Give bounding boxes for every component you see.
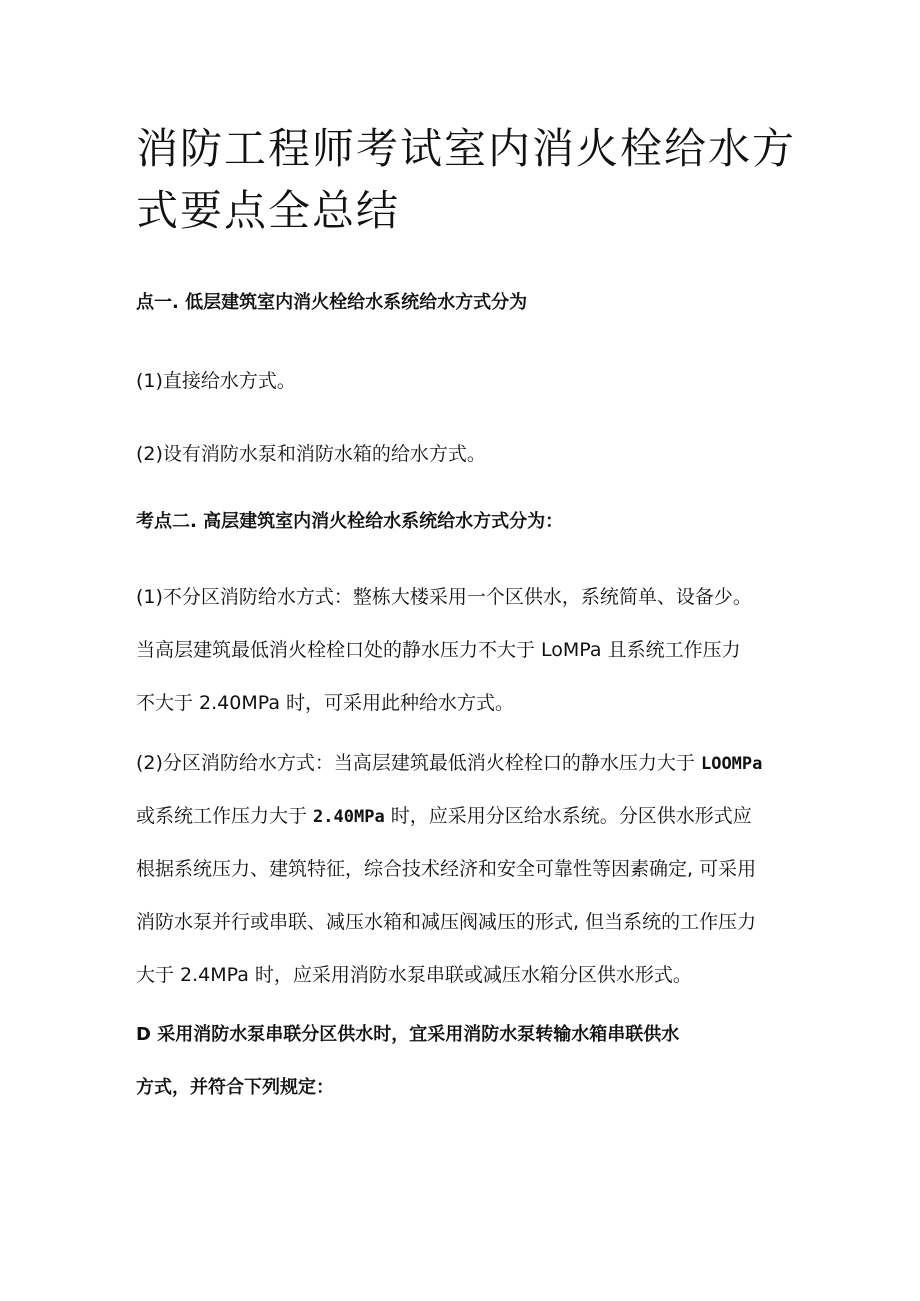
- section-2-item-1-line-1: (1)不分区消防给水方式：整栋大楼采用一个区供水，系统简单、设备少。: [136, 586, 752, 608]
- section-2-item-1: [136, 582, 752, 718]
- section-2-item-2-line-5: 大于 2.4MPa 时，应采用消防水泵串联或减压水箱分区供水形式。: [136, 964, 692, 986]
- section-2-item-2-line-2-pre: 或系统工作压力大于: [136, 805, 314, 827]
- section-3-line-2: 方式，并符合下列规定：: [136, 1077, 334, 1098]
- document-title: [136, 118, 796, 242]
- section-2-item-2: [136, 748, 762, 990]
- section-1-item-1: (1)直接给水方式。: [136, 370, 296, 392]
- pressure-limit-code: 2.40MPa: [313, 807, 385, 827]
- section-3-line-1: D 采用消防水泵串联分区供水时，宜采用消防水泵转输水箱串联供水: [136, 1024, 680, 1045]
- section-1-item-2: (2)设有消防水泵和消防水箱的给水方式。: [136, 443, 486, 465]
- section-2-item-1-line-3: 不大于 2.40MPa 时，可采用此种给水方式。: [136, 692, 515, 714]
- section-2-item-2-line-1-text: (2)分区消防给水方式：当高层建筑最低消火栓栓口的静水压力大于: [136, 752, 701, 774]
- section-2-heading: 考点二. 高层建筑室内消火栓给水系统给水方式分为：: [136, 511, 564, 532]
- section-2-item-1-line-2: 当高层建筑最低消火栓栓口处的静水压力不大于 LoMPa 且系统工作压力: [136, 639, 741, 661]
- section-2-item-2-line-1: [136, 748, 762, 778]
- section-2-item-2-line-2: [136, 801, 762, 831]
- title-line-1: 消防工程师考试室内消火栓给水方: [136, 124, 797, 173]
- pressure-value-code: LOOMPa: [700, 754, 763, 774]
- section-1-heading: 点一. 低层建筑室内消火栓给水系统给水方式分为: [136, 292, 528, 313]
- title-line-2: 式要点全总结: [136, 186, 401, 235]
- section-2-item-2-line-4: 消防水泵并行或串联、减压水箱和减压阀减压的形式, 但当系统的工作压力: [136, 911, 757, 933]
- section-2-item-2-line-3: 根据系统压力、建筑特征，综合技术经济和安全可靠性等因素确定, 可采用: [136, 858, 757, 880]
- section-2-item-2-line-2-post: 时，应采用分区给水系统。分区供水形式应: [384, 805, 752, 827]
